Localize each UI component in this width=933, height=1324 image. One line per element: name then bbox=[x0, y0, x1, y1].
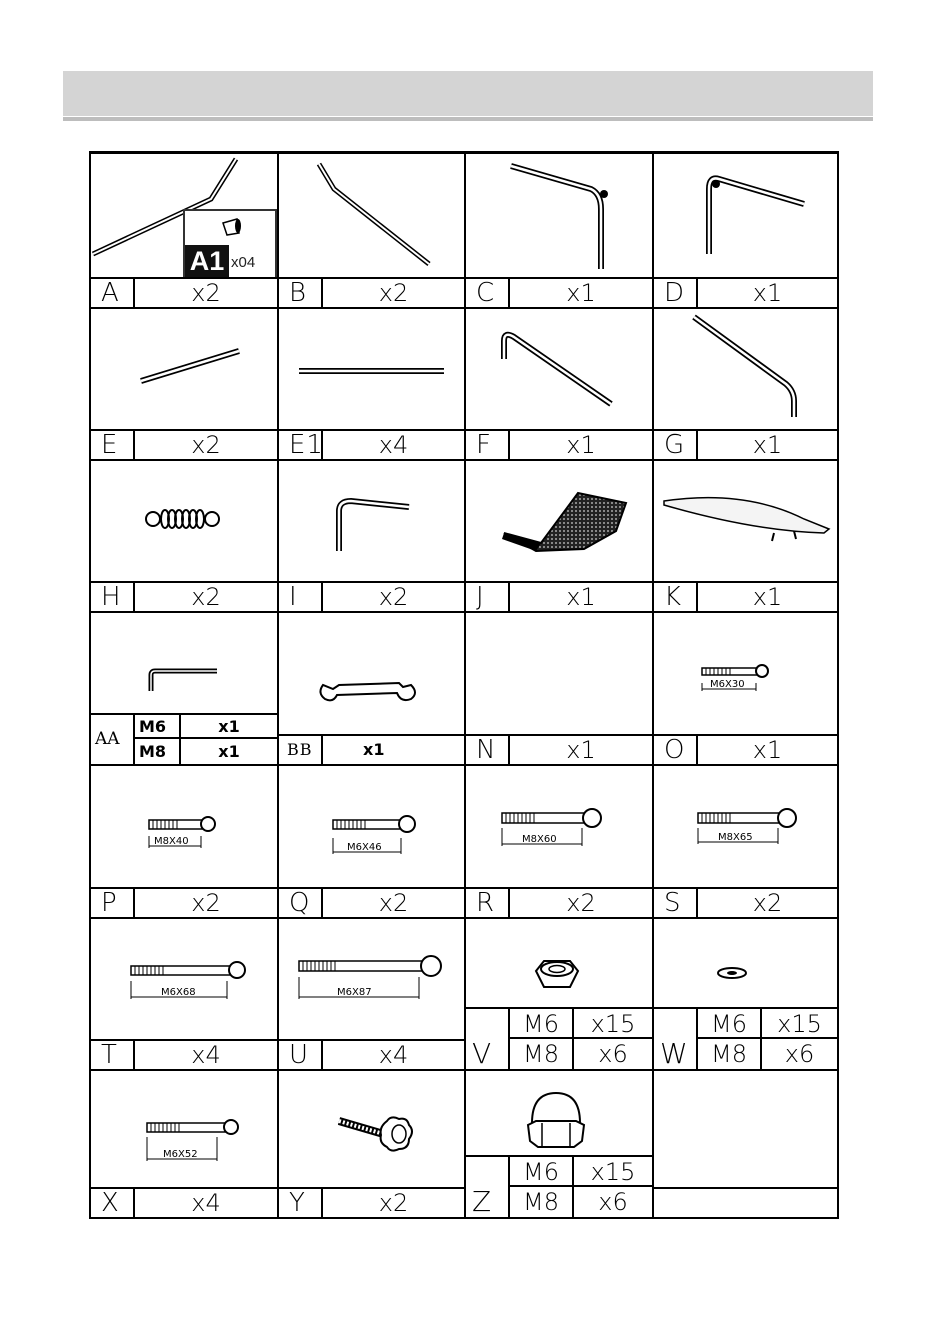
part-cell-u bbox=[279, 919, 466, 1071]
a1-inset bbox=[183, 209, 277, 279]
part-label-row bbox=[654, 429, 837, 459]
aa-qty-m8: x1 bbox=[218, 742, 240, 761]
part-label-row bbox=[279, 277, 464, 307]
part-label-row bbox=[279, 734, 464, 764]
part-label-row bbox=[466, 734, 652, 764]
seat-mesh-icon bbox=[466, 461, 654, 583]
part-letter: Q bbox=[279, 889, 323, 917]
part-cell-empty bbox=[654, 1071, 839, 1219]
aa-size-table bbox=[91, 713, 277, 764]
bolt-q-size: M6X46 bbox=[347, 842, 382, 853]
w-size-m8: M8 bbox=[698, 1039, 762, 1069]
part-letter: H bbox=[91, 583, 135, 611]
part-qty: x2 bbox=[191, 583, 221, 611]
part-label-row bbox=[91, 581, 277, 611]
part-qty: x4 bbox=[378, 431, 409, 459]
part-label-row bbox=[91, 1187, 277, 1217]
part-label-row bbox=[654, 277, 837, 307]
part-c-frame-image bbox=[466, 154, 654, 279]
part-letter: I bbox=[279, 583, 323, 611]
w-qty-m6: x15 bbox=[762, 1009, 837, 1039]
part-letter: P bbox=[91, 889, 135, 917]
part-e-rod-image bbox=[91, 309, 279, 431]
cap-nut-icon bbox=[466, 1071, 654, 1157]
z-size-m6: M6 bbox=[510, 1157, 574, 1187]
part-cell-k bbox=[654, 461, 839, 613]
part-qty: x4 bbox=[191, 1041, 221, 1069]
part-cell-x bbox=[91, 1071, 279, 1219]
part-cell-n bbox=[466, 613, 654, 766]
part-qty: x1 bbox=[363, 740, 385, 759]
part-label-row bbox=[654, 887, 837, 917]
z-size-table bbox=[466, 1155, 652, 1217]
w-qty-m8: x6 bbox=[784, 1040, 815, 1068]
part-letter: S bbox=[654, 889, 698, 917]
part-cell-b bbox=[279, 154, 466, 309]
part-label-row bbox=[279, 1187, 464, 1217]
part-letter: B bbox=[279, 279, 323, 307]
part-label-row bbox=[654, 581, 837, 611]
bolt-t-size: M6X68 bbox=[161, 987, 196, 998]
part-e1-rod-image bbox=[279, 309, 466, 431]
part-qty: x2 bbox=[378, 889, 409, 917]
bolt-q-icon bbox=[279, 766, 466, 889]
part-letter: E bbox=[91, 431, 135, 459]
part-cell-f bbox=[466, 309, 654, 461]
aa-size-m8: M8 bbox=[135, 739, 181, 764]
part-letter: E1 bbox=[279, 431, 323, 459]
part-label-row bbox=[466, 277, 652, 307]
part-qty: x1 bbox=[566, 279, 596, 307]
part-cell-p bbox=[91, 766, 279, 919]
part-label-row bbox=[279, 581, 464, 611]
bolt-u-icon bbox=[279, 919, 466, 1041]
bolt-p-size: M8X40 bbox=[154, 836, 189, 847]
part-letter: F bbox=[466, 431, 510, 459]
part-label-row bbox=[279, 1039, 464, 1069]
part-label-row bbox=[91, 1039, 277, 1069]
part-f-tube-image bbox=[466, 309, 654, 431]
part-qty: x2 bbox=[752, 889, 783, 917]
aa-qty-m6: x1 bbox=[181, 715, 277, 739]
part-letter: A bbox=[91, 279, 135, 307]
part-qty: x1 bbox=[752, 431, 783, 459]
part-qty: x2 bbox=[191, 431, 221, 459]
part-label-row bbox=[466, 429, 652, 459]
bolt-u-size: M6X87 bbox=[337, 987, 372, 998]
w-letter: W bbox=[654, 1009, 698, 1069]
part-label-row bbox=[654, 734, 837, 764]
bolt-o-size: M6X30 bbox=[710, 679, 745, 690]
part-cell-w bbox=[654, 919, 839, 1071]
hex-nut-icon bbox=[466, 919, 654, 1009]
part-letter: J bbox=[466, 583, 510, 611]
part-qty: x1 bbox=[566, 431, 596, 459]
header-rule bbox=[63, 117, 873, 121]
bolt-x-icon bbox=[91, 1071, 279, 1189]
part-label-row bbox=[91, 277, 277, 307]
part-label-row bbox=[91, 887, 277, 917]
part-letter: D bbox=[654, 279, 698, 307]
part-cell-bb bbox=[279, 613, 466, 766]
part-qty: x2 bbox=[378, 279, 409, 307]
bolt-p-icon bbox=[91, 766, 279, 889]
part-qty: x2 bbox=[191, 279, 221, 307]
part-cell-g bbox=[654, 309, 839, 461]
part-b-tube-image bbox=[279, 154, 466, 279]
washer-icon bbox=[654, 919, 839, 1009]
bolt-t-icon bbox=[91, 919, 279, 1041]
z-size-m8: M8 bbox=[510, 1187, 574, 1217]
canopy-icon bbox=[654, 461, 839, 583]
z-qty-m8: x6 bbox=[598, 1188, 628, 1216]
part-qty: x4 bbox=[378, 1041, 409, 1069]
z-qty-m6: x15 bbox=[574, 1157, 652, 1187]
wrench-icon bbox=[279, 613, 466, 736]
end-cap-icon bbox=[215, 213, 255, 243]
part-letter: U bbox=[279, 1041, 323, 1069]
aa-letter: AA bbox=[91, 715, 135, 764]
part-qty: x4 bbox=[191, 1189, 221, 1217]
z-letter: Z bbox=[466, 1157, 510, 1217]
part-cell-s bbox=[654, 766, 839, 919]
part-cell-aa bbox=[91, 613, 279, 766]
bolt-o-icon bbox=[654, 613, 839, 736]
part-letter: X bbox=[91, 1189, 135, 1217]
part-label-row bbox=[279, 429, 464, 459]
part-cell-r bbox=[466, 766, 654, 919]
part-cell-i bbox=[279, 461, 466, 613]
part-qty: x2 bbox=[566, 889, 596, 917]
v-size-m6: M6 bbox=[510, 1009, 574, 1039]
w-size-table bbox=[654, 1007, 837, 1069]
part-letter: R bbox=[466, 889, 510, 917]
part-qty: x1 bbox=[752, 279, 783, 307]
v-letter: V bbox=[466, 1009, 510, 1069]
part-d-frame-image bbox=[654, 154, 839, 279]
part-letter: N bbox=[466, 736, 510, 764]
spring-icon bbox=[91, 461, 279, 583]
part-cell-e bbox=[91, 309, 279, 461]
part-cell-q bbox=[279, 766, 466, 919]
part-letter: BB bbox=[279, 736, 323, 764]
part-cell-e1 bbox=[279, 309, 466, 461]
allen-key-icon bbox=[91, 613, 279, 713]
part-cell-y bbox=[279, 1071, 466, 1219]
part-label-row bbox=[466, 887, 652, 917]
part-cell-v bbox=[466, 919, 654, 1071]
part-cell-o bbox=[654, 613, 839, 766]
empty-label-row bbox=[654, 1187, 837, 1217]
a1-tag: A1 bbox=[185, 245, 229, 277]
part-i-tube-image bbox=[279, 461, 466, 583]
bolt-x-size: M6X52 bbox=[163, 1149, 198, 1160]
part-cell-h bbox=[91, 461, 279, 613]
knob-bolt-icon bbox=[279, 1071, 466, 1189]
part-letter: K bbox=[654, 583, 698, 611]
part-letter: O bbox=[654, 736, 698, 764]
v-qty-m8: x6 bbox=[598, 1040, 628, 1068]
part-letter: T bbox=[91, 1041, 135, 1069]
part-qty: x2 bbox=[191, 889, 221, 917]
part-letter: G bbox=[654, 431, 698, 459]
part-cell-t bbox=[91, 919, 279, 1071]
aa-size-m6: M6 bbox=[135, 715, 181, 739]
part-letter: Y bbox=[279, 1189, 323, 1217]
v-size-table bbox=[466, 1007, 652, 1069]
parts-grid bbox=[89, 151, 839, 1219]
part-cell-z bbox=[466, 1071, 654, 1219]
w-size-m6: M6 bbox=[698, 1009, 762, 1039]
part-qty: x2 bbox=[378, 1189, 409, 1217]
part-qty: x1 bbox=[752, 736, 783, 764]
bolt-s-size: M8X65 bbox=[718, 832, 753, 843]
part-cell-a bbox=[91, 154, 279, 309]
v-size-m8: M8 bbox=[510, 1039, 574, 1069]
part-qty: x2 bbox=[378, 583, 409, 611]
header-bar bbox=[63, 71, 873, 116]
part-label-row bbox=[466, 581, 652, 611]
part-label-row bbox=[279, 887, 464, 917]
part-g-tube-image bbox=[654, 309, 839, 431]
part-qty: x1 bbox=[566, 736, 596, 764]
part-cell-c bbox=[466, 154, 654, 309]
part-cell-d bbox=[654, 154, 839, 309]
part-letter: C bbox=[466, 279, 510, 307]
bolt-r-size: M8X60 bbox=[522, 834, 557, 845]
bolt-s-icon bbox=[654, 766, 839, 889]
bolt-r-icon bbox=[466, 766, 654, 889]
a1-count: x04 bbox=[231, 254, 256, 271]
part-label-row bbox=[91, 429, 277, 459]
part-qty: x1 bbox=[566, 583, 596, 611]
part-qty: x1 bbox=[752, 583, 783, 611]
v-qty-m6: x15 bbox=[574, 1009, 652, 1039]
part-cell-j bbox=[466, 461, 654, 613]
